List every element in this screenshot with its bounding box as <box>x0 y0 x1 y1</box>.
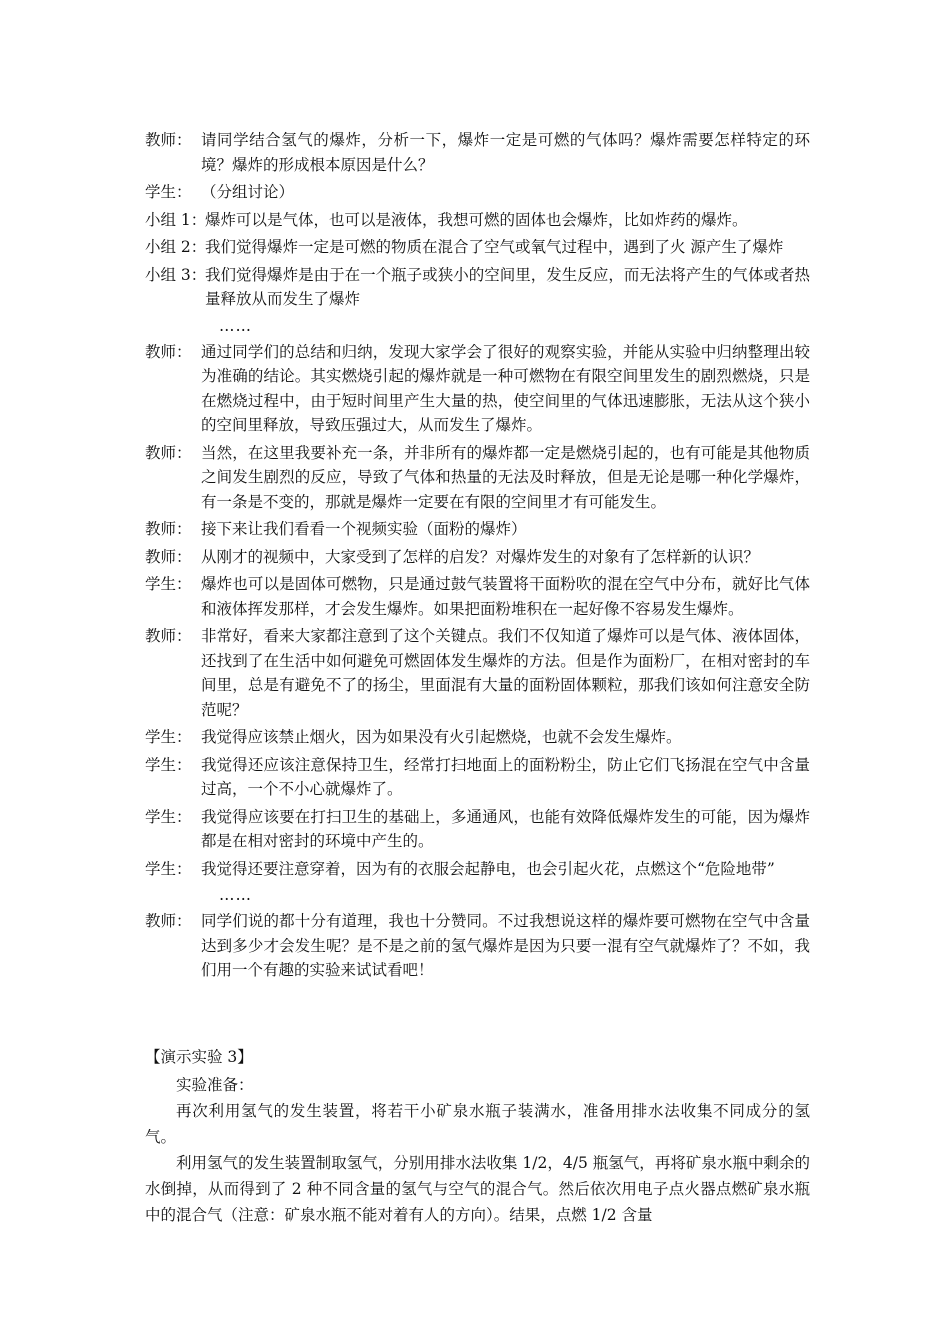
dialogue-text: 从刚才的视频中，大家受到了怎样的启发？对爆炸发生的对象有了怎样新的认识？ <box>201 547 760 566</box>
dialogue-line <box>145 805 810 854</box>
speaker-label: 小组 1： <box>145 210 207 229</box>
dialogue-text: 非常好，看来大家都注意到了这个关键点。我们不仅知道了爆炸可以是气体、液体固体，还找到了在生活中如何避免可燃固体发生爆炸的方法。但是作为面粉厂，在相对密封的车间里，总是有避免不了的扬尘，里面混有大量的面粉固体颗粒，那我们该如何注意安全防范呢？ <box>201 627 810 719</box>
dialogue-line <box>145 857 810 882</box>
dialogue-text: 爆炸也可以是固体可燃物，只是通过鼓气装置将干面粉吹的混在空气中分布，就好比气体和液体挥发那样，才会发生爆炸。如果把面粉堆积在一起好像不容易发生爆炸。 <box>201 575 810 618</box>
dialogue-text: 我觉得还要注意穿着，因为有的衣服会起静电，也会引起火花，点燃这个“危险地带” <box>201 859 775 878</box>
speaker-label: 学生： <box>145 755 192 774</box>
demo-experiment-section <box>145 1044 810 1228</box>
ellipsis: …… <box>219 316 252 335</box>
dialogue-text: 同学们说的都十分有道理，我也十分赞同。不过我想说这样的爆炸要可燃物在空气中含量达到多少才会发生呢？是不是之前的氢气爆炸是因为只要一混有空气就爆炸了？不如，我们用一个有趣的实验来试试看吧！ <box>201 912 810 979</box>
dialogue-text: 我们觉得爆炸一定是可燃的物质在混合了空气或氧气过程中，遇到了火 源产生了爆炸 <box>205 238 784 256</box>
dialogue-text: （分组讨论） <box>201 183 295 201</box>
paragraph: 实验准备： <box>176 1076 254 1094</box>
dialogue-text: 通过同学们的总结和归纳，发现大家学会了很好的观察实验，并能从实验中归纳整理出较为准确的结论。其实燃烧引起的爆炸就是一种可燃物在有限空间里发生的剧烈燃烧，只是在燃烧过程中，由于短时间里产生大量的热，使空间里的气体迅速膨胀，无法从这个狭小的空间里释放，导致压强过大，从而发生了爆炸。 <box>201 342 810 434</box>
dialogue-line <box>145 235 810 260</box>
dialogue-line <box>145 572 810 621</box>
paragraph: 再次利用氢气的发生装置，将若干小矿泉水瓶子装满水，准备用排水法收集不同成分的氢气。 <box>145 1102 810 1146</box>
speaker-label: 教师： <box>145 547 192 566</box>
speaker-label: 教师： <box>145 912 192 930</box>
dialogue-text: 爆炸可以是气体，也可以是液体，我想可燃的固体也会爆炸，比如炸药的爆炸。 <box>205 210 748 229</box>
dialogue-line <box>145 180 810 205</box>
dialogue-text: 我觉得应该禁止烟火，因为如果没有火引起燃烧，也就不会发生爆炸。 <box>201 728 682 746</box>
speaker-label: 学生： <box>145 859 192 878</box>
dialogue-line <box>145 441 810 515</box>
dialogue-text: 当然，在这里我要补充一条，并非所有的爆炸都一定是燃烧引起的，也有可能是其他物质之间发生剧烈的反应，导致了气体和热量的无法及时释放，但是无论是哪一种化学爆炸，有一条是不变的，那就是爆炸一定要在有限的空间里才有可能发生。 <box>201 443 810 511</box>
speaker-label: 学生： <box>145 807 192 826</box>
dialogue-section <box>145 128 810 986</box>
dialogue-line <box>145 340 810 438</box>
dialogue-text: 我们觉得爆炸是由于在一个瓶子或狭小的空间里，发生反应，而无法将产生的气体或者热量释放从而发生了爆炸 <box>205 265 810 308</box>
dialogue-line <box>145 909 810 983</box>
speaker-label: 小组 3： <box>145 265 207 284</box>
speaker-label: 教师： <box>145 342 192 361</box>
dialogue-line <box>145 517 810 542</box>
dialogue-line <box>145 624 810 722</box>
dialogue-text: 我觉得还应该注意保持卫生，经常打扫地面上的面粉粉尘，防止它们飞扬混在空气中含量过高，一个不小心就爆炸了。 <box>201 755 810 798</box>
dialogue-text: 我觉得应该要在打扫卫生的基础上，多通通风，也能有效降低爆炸发生的可能，因为爆炸都是在相对密封的环境中产生的。 <box>201 807 810 850</box>
dialogue-line <box>145 128 810 177</box>
dialogue-line <box>145 545 810 570</box>
ellipsis: …… <box>219 886 252 904</box>
speaker-label: 学生： <box>145 183 192 201</box>
speaker-label: 教师： <box>145 443 192 462</box>
section-heading: 【演示实验 3】 <box>145 1048 253 1066</box>
speaker-label: 学生： <box>145 575 192 593</box>
dialogue-line <box>145 208 810 233</box>
dialogue-text: 请同学结合氢气的爆炸，分析一下，爆炸一定是可燃的气体吗？爆炸需要怎样特定的环境？爆炸的形成根本原因是什么？ <box>201 131 810 174</box>
speaker-label: 教师： <box>145 131 192 149</box>
dialogue-line <box>145 753 810 802</box>
paragraph: 利用氢气的发生装置制取氢气，分别用排水法收集 1/2，4/5 瓶氢气，再将矿泉水瓶中剩余的水倒掉，从而得到了 2 种不同含量的氢气与空气的混合气。然后依次用电子点火器点燃矿泉水瓶中的混合气（注意：矿泉水瓶不能对着有人的方向）。结果，点燃 1/2 含量 <box>145 1154 810 1224</box>
dialogue-line <box>145 725 810 750</box>
dialogue-text: 接下来让我们看看一个视频实验（面粉的爆炸） <box>201 520 527 538</box>
speaker-label: 小组 2： <box>145 238 207 256</box>
speaker-label: 教师： <box>145 627 192 645</box>
dialogue-line <box>145 263 810 312</box>
speaker-label: 教师： <box>145 520 192 538</box>
speaker-label: 学生： <box>145 728 192 746</box>
